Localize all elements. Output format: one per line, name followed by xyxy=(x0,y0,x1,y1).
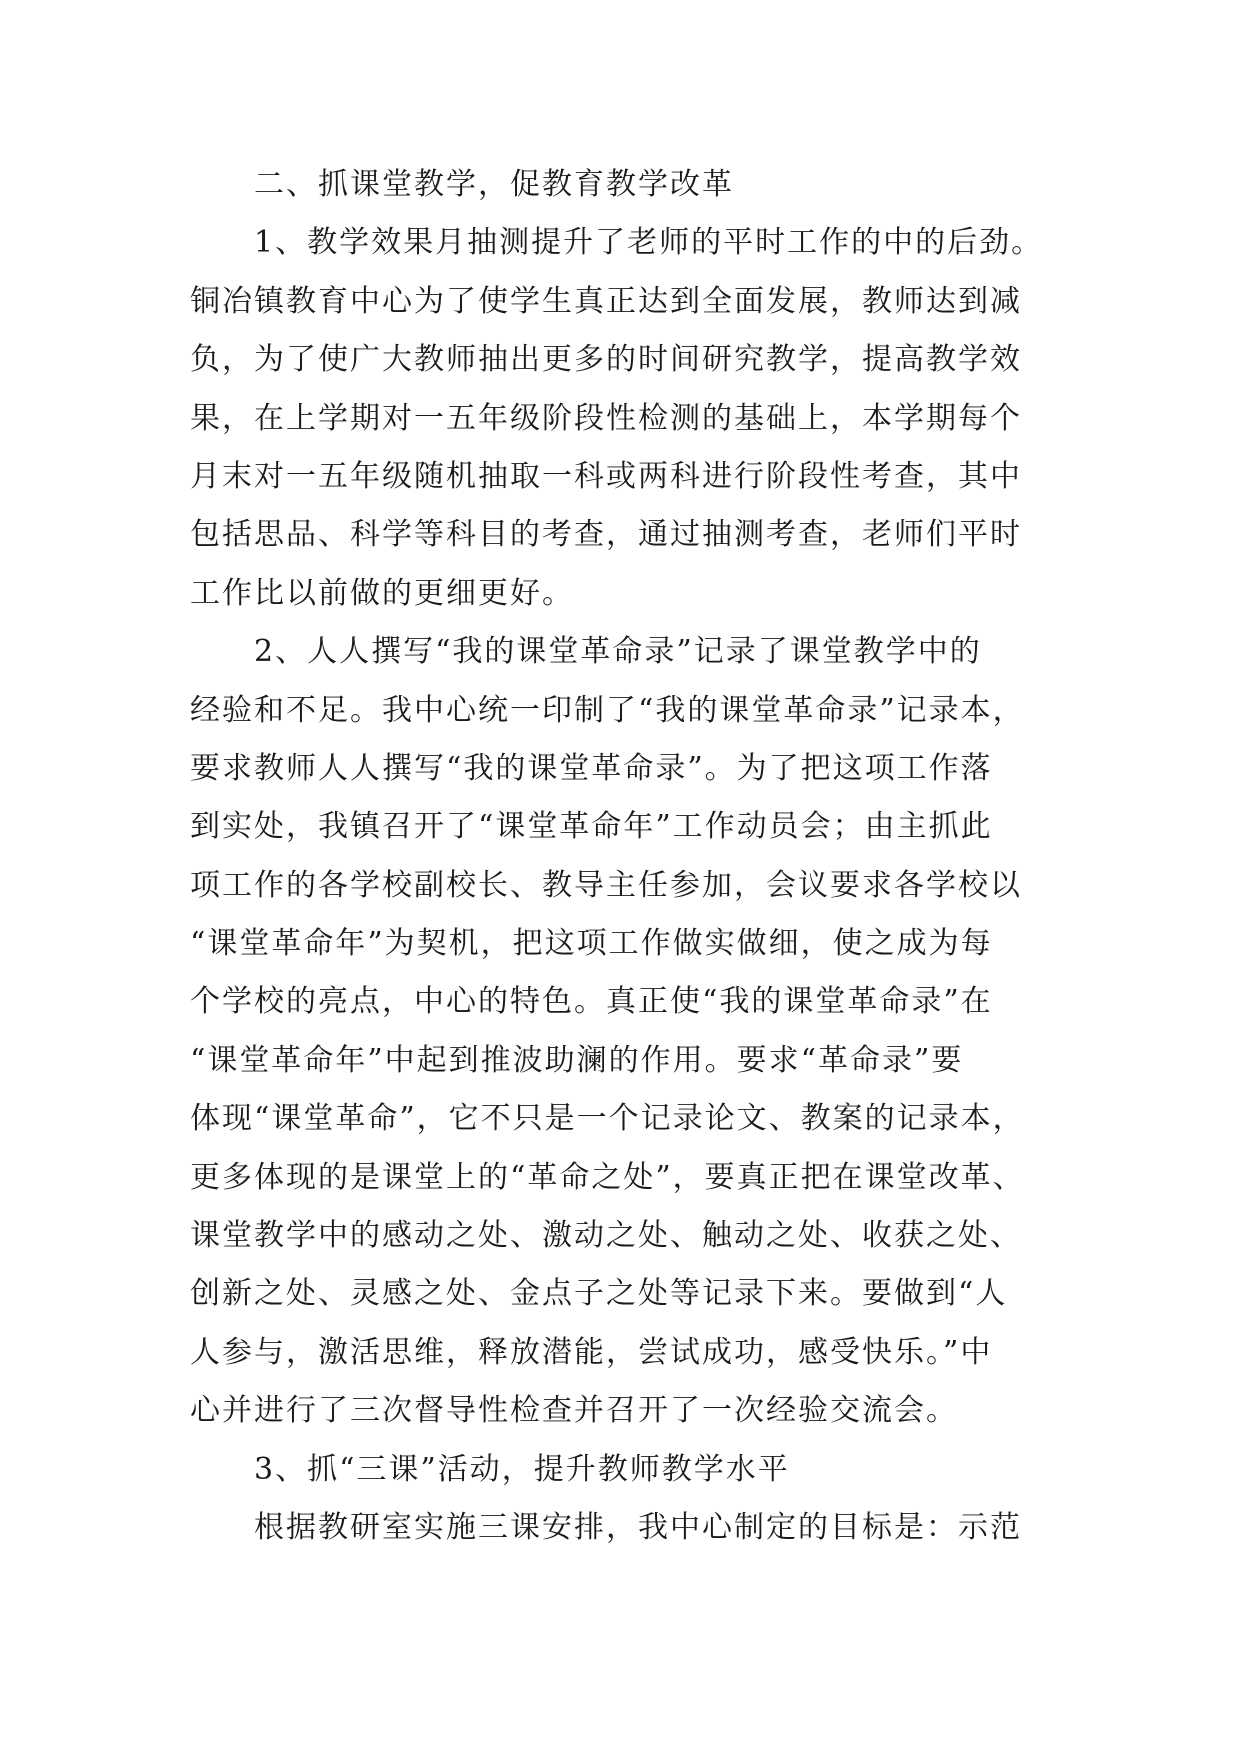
text-line: 包括思品、科学等科目的考查，通过抽测考查，老师们平时 xyxy=(190,517,1022,553)
text-line: 3、抓“三课”活动，提升教师教学水平 xyxy=(254,1451,790,1487)
text-line: “课堂革命年”中起到推波助澜的作用。要求“革命录”要 xyxy=(190,1042,964,1078)
text-line: 经验和不足。我中心统一印制了“我的课堂革命录”记录本， xyxy=(190,692,1025,728)
document-body xyxy=(190,156,1070,1557)
text-line: 根据教研室实施三课安排，我中心制定的目标是：示范 xyxy=(254,1509,1022,1545)
text-line: 人参与，激活思维，释放潜能，尝试成功，感受快乐。”中 xyxy=(190,1334,993,1370)
text-line: 创新之处、灵感之处、金点子之处等记录下来。要做到“人 xyxy=(190,1276,1008,1312)
text-line: 个学校的亮点，中心的特色。真正使“我的课堂革命录”在 xyxy=(190,984,993,1020)
text-line: 果，在上学期对一五年级阶段性检测的基础上，本学期每个 xyxy=(190,400,1022,436)
text-line: 心并进行了三次督导性检查并召开了一次经验交流会。 xyxy=(190,1393,958,1429)
text-line: 二、抓课堂教学，促教育教学改革 xyxy=(254,167,734,202)
text-line: 要求教师人人撰写“我的课堂革命录”。为了把这项工作落 xyxy=(190,750,993,786)
text-line: 2、人人撰写“我的课堂革命录”记录了课堂教学中的 xyxy=(254,634,982,670)
text-line: 课堂教学中的感动之处、激动之处、触动之处、收获之处、 xyxy=(190,1218,1022,1254)
text-line: 项工作的各学校副校长、教导主任参加，会议要求各学校以 xyxy=(190,867,1022,903)
text-line: 更多体现的是课堂上的“革命之处”，要真正把在课堂改革、 xyxy=(190,1159,1025,1195)
text-line: 1、教学效果月抽测提升了老师的平时工作的中的后劲。 xyxy=(254,225,1044,261)
text-line: 负，为了使广大教师抽出更多的时间研究教学，提高教学效 xyxy=(190,342,1022,378)
text-line: 月末对一五年级随机抽取一科或两科进行阶段性考查，其中 xyxy=(190,458,1022,494)
text-line: 到实处，我镇召开了“课堂革命年”工作动员会；由主抓此 xyxy=(190,809,993,845)
text-line: “课堂革命年”为契机，把这项工作做实做细，使之成为每 xyxy=(190,926,993,962)
text-line: 工作比以前做的更细更好。 xyxy=(190,575,574,611)
text-line: 铜冶镇教育中心为了使学生真正达到全面发展，教师达到减 xyxy=(190,283,1022,319)
text-line: 体现“课堂革命”，它不只是一个记录论文、教案的记录本， xyxy=(190,1101,1025,1137)
